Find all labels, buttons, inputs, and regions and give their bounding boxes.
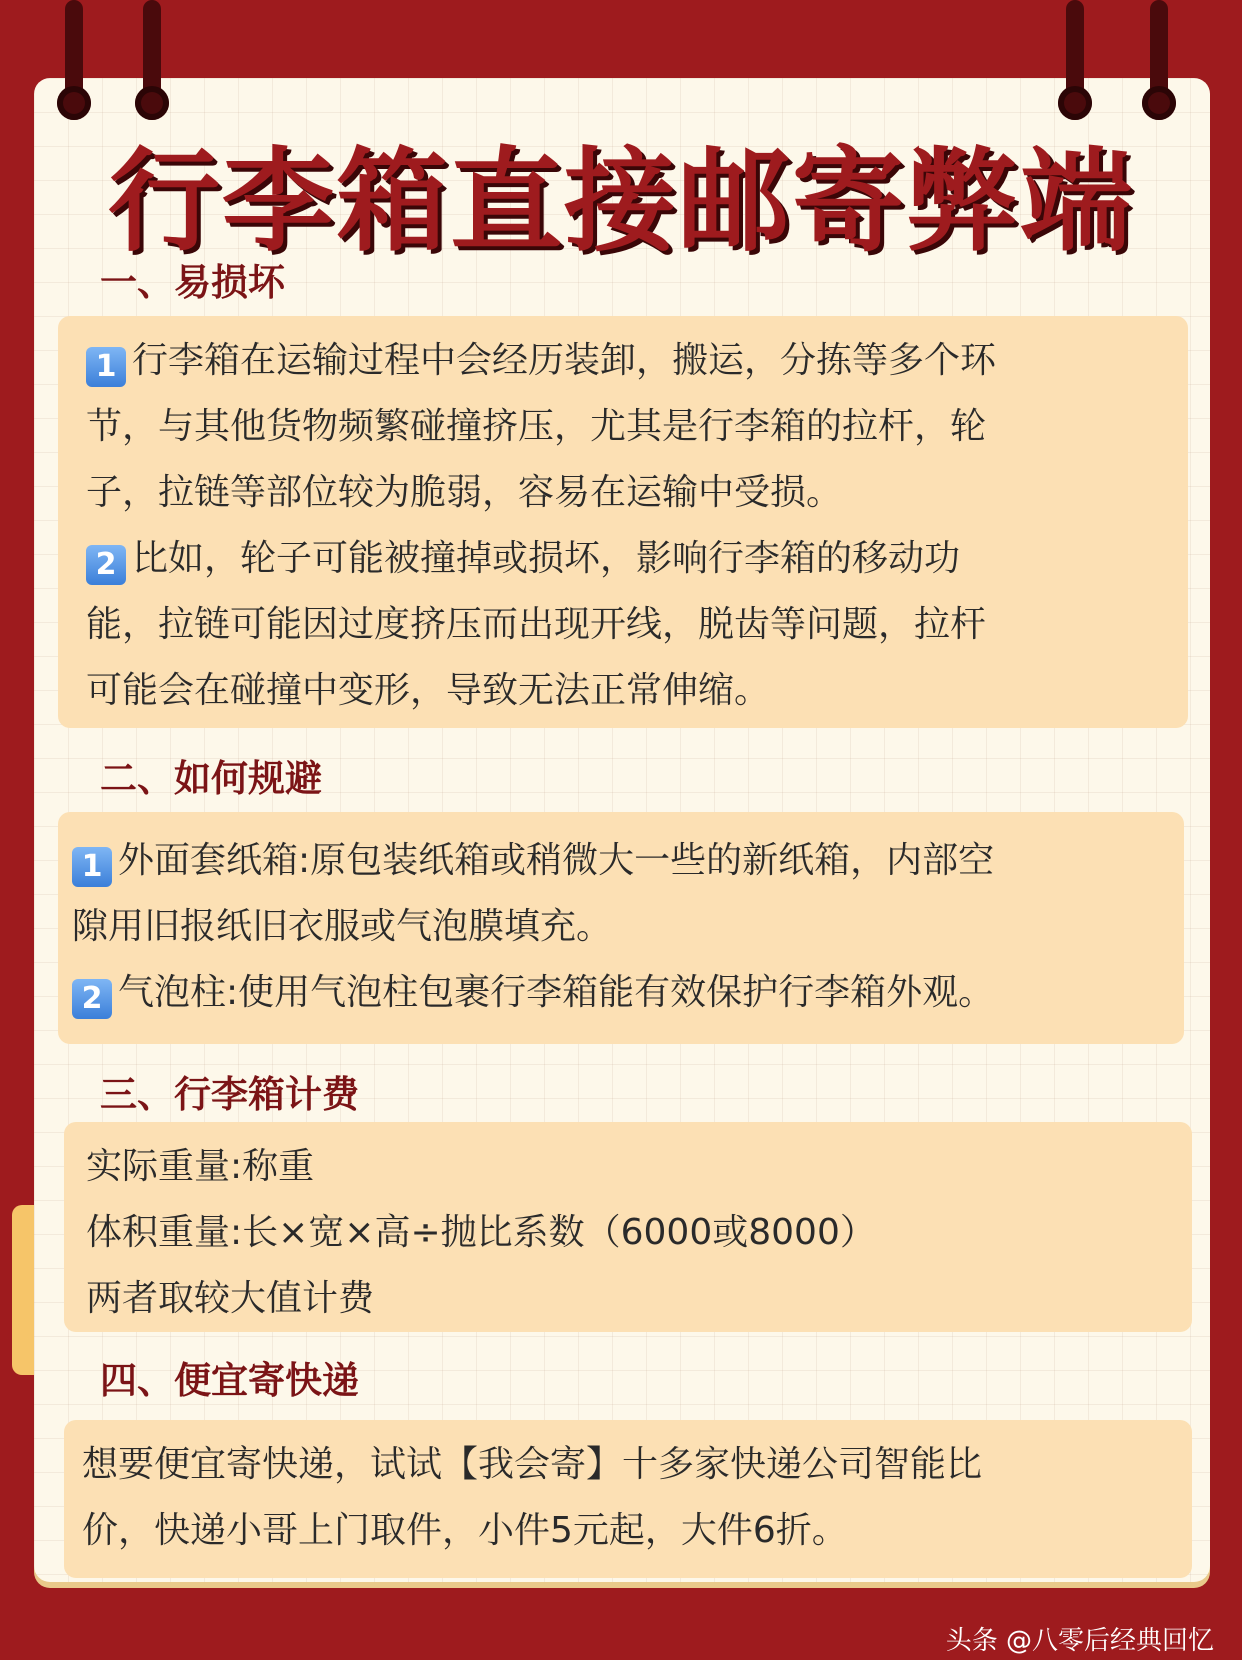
section-box [58,812,1184,1044]
section-box [58,316,1188,728]
binder-ring-1 [65,0,83,98]
number-1-icon: 1 [72,847,112,887]
section-heading: 四、便宜寄快递 [100,1359,359,1402]
line-text: 两者取较大值计费 [86,1278,375,1319]
line-text: 节，与其他货物频繁碰撞挤压，尤其是行李箱的拉杆，轮 [86,406,987,447]
text-line [72,894,1184,960]
text-line [82,1498,1192,1564]
line-text: 子，拉链等部位较为脆弱，容易在运输中受损。 [86,472,843,513]
line-text: 体积重量:长×宽×高÷抛比系数（6000或8000） [86,1212,876,1253]
binder-ring-3 [1066,0,1084,98]
line-text: 想要便宜寄快递，试试【我会寄】十多家快递公司智能比 [82,1444,983,1485]
text-line [86,1200,1192,1266]
line-text: 实际重量:称重 [86,1146,315,1187]
text-line [86,328,1188,394]
text-line [72,960,1184,1026]
text-line [86,394,1188,460]
text-line [72,828,1184,894]
number-1-icon: 1 [86,347,126,387]
line-text: 行李箱在运输过程中会经历装卸，搬运，分拣等多个环 [132,340,997,381]
number-2-icon: 2 [86,545,126,585]
section-box [64,1420,1192,1578]
line-text: 外面套纸箱:原包装纸箱或稍微大一些的新纸箱，内部空 [118,840,995,881]
line-text: 可能会在碰撞中变形，导致无法正常伸缩。 [86,670,771,711]
section-box [64,1122,1192,1332]
text-line [82,1432,1192,1498]
binder-ring-2 [143,0,161,98]
section-heading: 一、易损坏 [100,261,285,304]
page-title: 行李箱直接邮寄弊端 [108,137,1134,267]
text-line [86,1134,1192,1200]
text-line [86,460,1188,526]
text-line [86,592,1188,658]
line-text: 价，快递小哥上门取件，小件5元起，大件6折。 [82,1510,848,1551]
line-text: 气泡柱:使用气泡柱包裹行李箱能有效保护行李箱外观。 [118,972,995,1013]
number-2-icon: 2 [72,979,112,1019]
line-text: 比如，轮子可能被撞掉或损坏，影响行李箱的移动功 [132,538,961,579]
binder-ring-4 [1150,0,1168,98]
text-line [86,526,1188,592]
text-line [86,658,1188,724]
section-heading: 三、行李箱计费 [100,1073,359,1116]
line-text: 能，拉链可能因过度挤压而出现开线，脱齿等问题，拉杆 [86,604,987,645]
watermark: 头条 @八零后经典回忆 [945,1626,1214,1656]
text-line [86,1266,1192,1332]
section-heading: 二、如何规避 [100,757,322,800]
line-text: 隙用旧报纸旧衣服或气泡膜填充。 [72,906,613,947]
